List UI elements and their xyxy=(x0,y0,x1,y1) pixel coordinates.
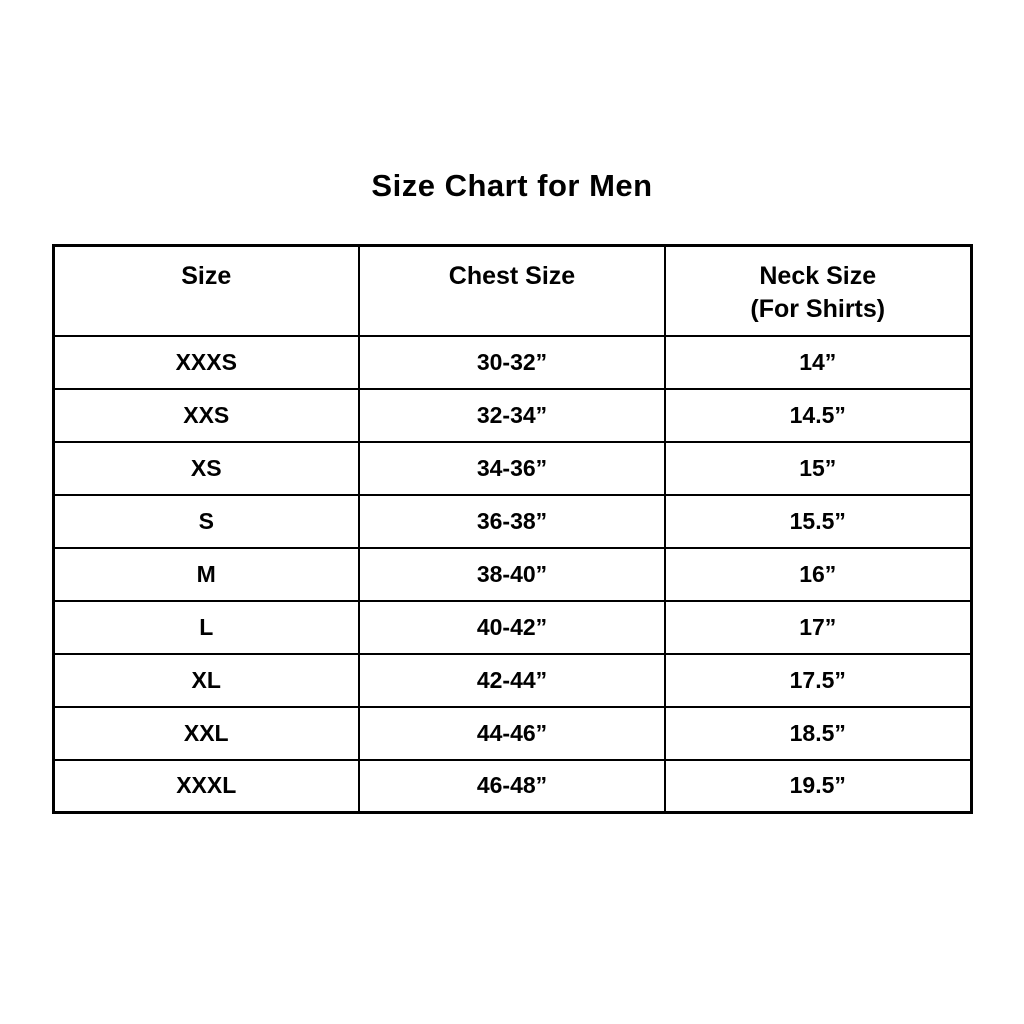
neck-cell: 15.5” xyxy=(665,495,971,548)
size-cell: XXS xyxy=(53,389,359,442)
table-row xyxy=(53,654,971,707)
size-cell: XXXS xyxy=(53,336,359,389)
header-size-label: Size xyxy=(181,262,232,290)
table-row xyxy=(53,548,971,601)
header-chest-size xyxy=(359,246,665,336)
chest-cell: 34-36” xyxy=(359,442,665,495)
header-neck-size xyxy=(665,246,971,336)
size-cell: XS xyxy=(53,442,359,495)
size-cell: XXXL xyxy=(53,760,359,813)
neck-cell: 16” xyxy=(665,548,971,601)
chest-cell: 40-42” xyxy=(359,601,665,654)
chest-cell: 38-40” xyxy=(359,548,665,601)
chest-cell: 30-32” xyxy=(359,336,665,389)
header-size xyxy=(53,246,359,336)
table-row xyxy=(53,707,971,760)
neck-cell: 14.5” xyxy=(665,389,971,442)
size-chart-table xyxy=(52,244,973,814)
neck-cell: 14” xyxy=(665,336,971,389)
neck-cell: 17.5” xyxy=(665,654,971,707)
header-neck-label: Neck Size xyxy=(759,262,877,290)
header-row xyxy=(53,246,971,336)
chest-cell: 32-34” xyxy=(359,389,665,442)
size-cell: L xyxy=(53,601,359,654)
neck-cell: 17” xyxy=(665,601,971,654)
neck-cell: 15” xyxy=(665,442,971,495)
header-chest-label: Chest Size xyxy=(448,262,576,290)
table-row xyxy=(53,601,971,654)
chest-cell: 36-38” xyxy=(359,495,665,548)
chest-cell: 44-46” xyxy=(359,707,665,760)
neck-cell: 18.5” xyxy=(665,707,971,760)
size-cell: XXL xyxy=(53,707,359,760)
size-cell: M xyxy=(53,548,359,601)
table-row xyxy=(53,389,971,442)
table-body xyxy=(53,336,971,813)
table-row xyxy=(53,495,971,548)
table-row xyxy=(53,442,971,495)
size-cell: S xyxy=(53,495,359,548)
chest-cell: 42-44” xyxy=(359,654,665,707)
table-header xyxy=(53,246,971,336)
chest-cell: 46-48” xyxy=(359,760,665,813)
neck-cell: 19.5” xyxy=(665,760,971,813)
table-row xyxy=(53,760,971,813)
table-row xyxy=(53,336,971,389)
size-cell: XL xyxy=(53,654,359,707)
header-neck-sub: (For Shirts) xyxy=(750,295,886,323)
page-title: Size Chart for Men xyxy=(371,168,653,203)
